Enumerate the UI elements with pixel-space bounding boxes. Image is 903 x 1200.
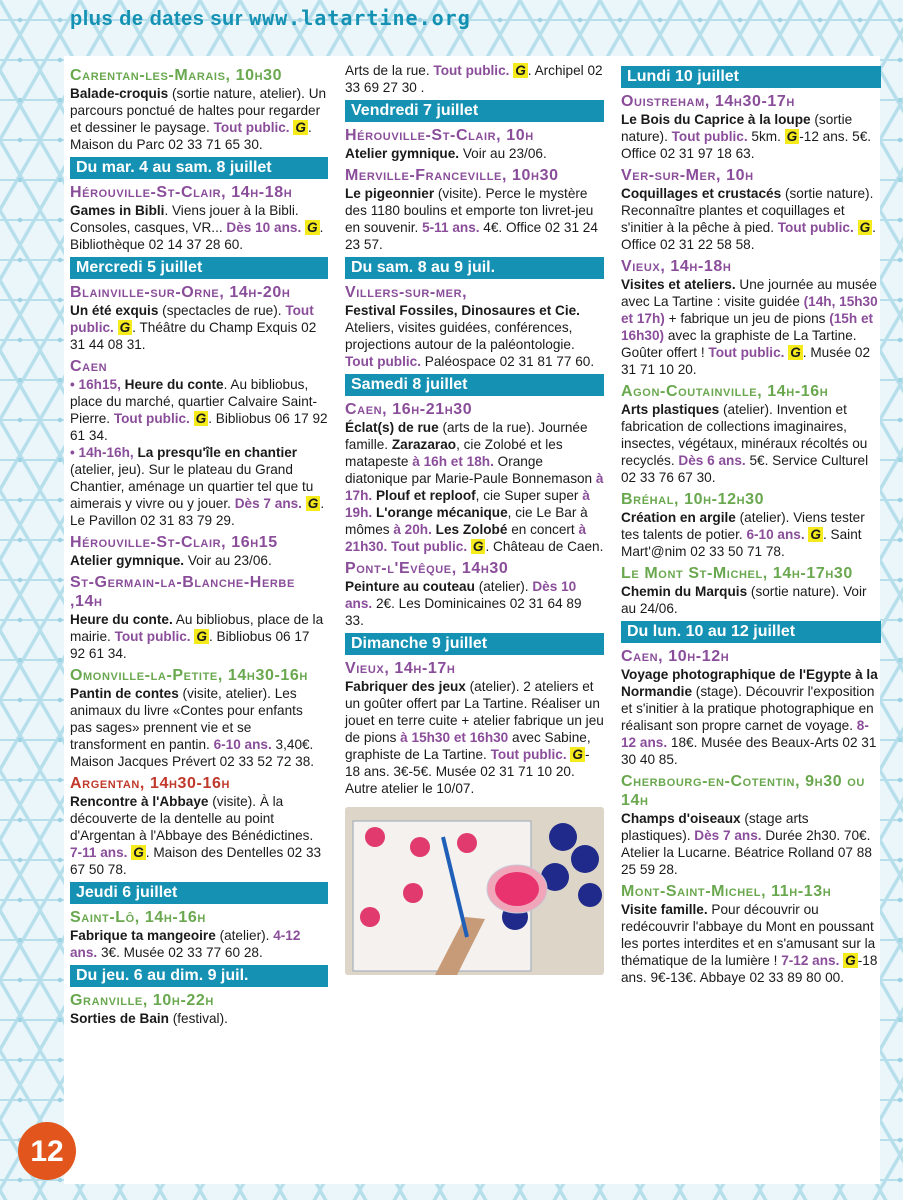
event-location: Hérouville-St-Clair, 16h15: [70, 534, 278, 551]
event-location: Caen, 16h-21h30: [345, 401, 473, 418]
event-location: Granville, 10h-22h: [70, 992, 214, 1009]
event-location: Ouistreham, 14h30-17h: [621, 93, 795, 110]
event-description: Visites et ateliers. Une journée au musée avec La Tartine : visite guidée (14h, 15h30 et 17h) + fabrique un jeu de pions (15h et 16h30) avec la graphiste de La Tartine. Goûter offert ! Tout public. G . Musée 02 31 71 10 20.: [621, 277, 878, 377]
event-description: Sorties de Bain (festival).: [70, 1011, 228, 1026]
event-description: Balade-croquis (sortie nature, atelier). Un parcours ponctué de haltes pour regarder et dessiner le paysage. Tout public. G . Maison du Parc 02 33 71 65 30.: [70, 86, 327, 152]
event-location: Saint-Lô, 14h-16h: [70, 909, 206, 926]
event-description: Visite famille. Pour découvrir ou redécouvrir l'abbaye du Mont en poussant les portes interdites et en s'amusant sur la thématique de la lumière ! 7-12 ans. G -18 ans. 9€-13€. Abbaye 02 33 89 80 00.: [621, 902, 878, 985]
event-description: Games in Bibli. Viens jouer à la Bibli. Consoles, casques, VR... Dès 10 ans. G . Bibliothèque 02 14 37 28 60.: [70, 203, 324, 252]
date-bar: Lundi 10 juillet: [621, 66, 881, 88]
column-2: [345, 62, 604, 975]
workshop-photo: [345, 807, 604, 975]
event-description: Le Bois du Caprice à la loupe (sortie nature). Tout public. 5km. G -12 ans. 5€. Office 02 31 97 18 63.: [621, 112, 872, 161]
date-bar: Mercredi 5 juillet: [70, 257, 328, 279]
event-location: Villers-sur-mer,: [345, 284, 468, 301]
event-location: Vieux, 14h-18h: [621, 258, 732, 275]
date-bar: Du lun. 10 au 12 juillet: [621, 621, 881, 643]
event-location: Caen, 10h-12h: [621, 648, 730, 665]
event-description: Éclat(s) de rue (arts de la rue). Journée famille. Zarazarao, cie Zolobé et les matapeste à 16h et 18h. Orange diatonique par Marie-Paule Bonnemason à 17h. Plouf et reploof, cie Super super à 19h. L'orange mécanique, cie Le Bar à mômes à 20h. Les Zolobé en concert à 21h30. Tout public. G . Château de Caen.: [345, 420, 604, 554]
event-description: Atelier gymnique. Voir au 23/06.: [70, 553, 272, 568]
date-bar: Dimanche 9 juillet: [345, 633, 604, 655]
page-header: [0, 0, 903, 56]
event-description: Un été exquis (spectacles de rue). Tout public. G . Théâtre du Champ Exquis 02 31 44 08 31.: [70, 303, 317, 352]
event-location: Ver-sur-Mer, 10h: [621, 167, 754, 184]
event-description: Coquillages et crustacés (sortie nature). Reconnaître plantes et coquillages et s'initier à la pêche à pied. Tout public. G . Office 02 31 22 58 58.: [621, 186, 876, 252]
event-location: Agon-Coutainville, 14h-16h: [621, 383, 829, 400]
column-1: [70, 62, 328, 1027]
event-description: Voyage photographique de l'Egypte à la Normandie (stage). Découvrir l'exposition et s'initier à la pratique photographique en réalisant son propre carnet de voyage. 8-12 ans. 18€. Musée des Beaux-Arts 02 31 30 40 85.: [621, 667, 878, 767]
event-description: Rencontre à l'Abbaye (visite). À la découverte de la dentelle au point d'Argentan à l'Abbaye des Bénédictines. 7-11 ans. G . Maison des Dentelles 02 33 67 50 78.: [70, 794, 322, 877]
event-description: Fabriquer des jeux (atelier). 2 ateliers et un goûter offert par La Tartine. Réaliser un jouet en terre cuite + atelier fabrique un jeu de pions à 15h30 et 16h30 avec Sabine, graphiste de La Tartine. Tout public. G -18 ans. 3€-5€. Musée 02 31 71 10 20. Autre atelier le 10/07.: [345, 679, 604, 796]
event-location: Blainville-sur-Orne, 14h-20h: [70, 284, 291, 301]
event-description: • 14h-16h, La presqu'île en chantier (atelier, jeu). Sur le plateau du Grand Chantier, aménage un quartier tel que tu aimerais y vivre ou y jouer. Dès 7 ans. G . Le Pavillon 02 31 83 79 29.: [70, 445, 325, 528]
event-location: Mont-Saint-Michel, 11h-13h: [621, 883, 832, 900]
event-description: Création en argile (atelier). Viens tester tes talents de potier. 6-10 ans. G . Saint Mart'@nim 02 33 50 71 78.: [621, 510, 865, 559]
header-prefix: plus de dates sur: [70, 8, 243, 30]
event-description: Festival Fossiles, Dinosaures et Cie. Ateliers, visites guidées, conférences, projections autour de la paléontologie. Tout public. Paléospace 02 31 81 77 60.: [345, 303, 595, 369]
event-description: Atelier gymnique. Voir au 23/06.: [345, 146, 547, 161]
date-bar: Jeudi 6 juillet: [70, 882, 328, 904]
date-bar: Samedi 8 juillet: [345, 374, 604, 396]
event-location: Carentan-les-Marais, 10h30: [70, 67, 283, 84]
event-location: Argentan, 14h30-16h: [70, 775, 231, 792]
event-description: Heure du conte. Au bibliobus, place de la mairie. Tout public. G . Bibliobus 06 17 92 61 34.: [70, 612, 324, 661]
event-location: Merville-Franceville, 10h30: [345, 167, 559, 184]
event-description: Le pigeonnier (visite). Perce le mystère des 1180 boulins et emporte ton livret-jeu en souvenir. 5-11 ans. 4€. Office 02 31 24 23 57.: [345, 186, 598, 252]
date-bar: Vendredi 7 juillet: [345, 100, 604, 122]
date-bar: Du sam. 8 au 9 juil.: [345, 257, 604, 279]
event-description: Arts de la rue. Tout public. G . Archipel 02 33 69 27 30 .: [345, 63, 603, 95]
event-location: Bréhal, 10h-12h30: [621, 491, 765, 508]
event-location: Hérouville-St-Clair, 10h: [345, 127, 534, 144]
event-description: • 16h15, Heure du conte. Au bibliobus, place du marché, quartier Calvaire Saint-Pierre. Tout public. G . Bibliobus 06 17 92 61 34.: [70, 377, 328, 443]
event-description: Peinture au couteau (atelier). Dès 10 ans. 2€. Les Dominicaines 02 31 64 89 33.: [345, 579, 582, 628]
event-location: Omonville-la-Petite, 14h30-16h: [70, 667, 308, 684]
event-location: Vieux, 14h-17h: [345, 660, 456, 677]
event-description: Chemin du Marquis (sortie nature). Voir au 24/06.: [621, 584, 867, 616]
event-description: Pantin de contes (visite, atelier). Les animaux du livre «Contes pour enfants pas sages» prennent vie et se transforment en pantin. 6-10 ans. 3,40€. Maison Jacques Prévert 02 33 52 72 38.: [70, 686, 315, 769]
event-location: Hérouville-St-Clair, 14h-18h: [70, 184, 293, 201]
painting-illustration: [345, 807, 604, 975]
event-description: Arts plastiques (atelier). Invention et fabrication de collections imaginaires, insectes, végétaux, minéraux récoltés ou recyclés. Dès 6 ans. 5€. Service Culturel 02 33 76 67 30.: [621, 402, 869, 485]
date-bar: Du jeu. 6 au dim. 9 juil.: [70, 965, 328, 987]
column-3: [621, 62, 881, 986]
site-banner: [70, 6, 471, 30]
event-location: Pont-l'Evêque, 14h30: [345, 560, 509, 577]
event-location: Cherbourg-en-Cotentin, 9h30 ou 14h: [621, 773, 865, 809]
event-location: Caen: [70, 358, 108, 375]
page-number: 12: [18, 1122, 76, 1180]
event-description: Fabrique ta mangeoire (atelier). 4-12 ans. 3€. Musée 02 33 77 60 28.: [70, 928, 301, 960]
event-location: St-Germain-la-Blanche-Herbe ,14h: [70, 574, 295, 610]
date-bar: Du mar. 4 au sam. 8 juillet: [70, 157, 328, 179]
event-description: Champs d'oiseaux (stage arts plastiques). Dès 7 ans. Durée 2h30. 70€. Atelier la Lucarne. Béatrice Rolland 07 88 25 59 28.: [621, 811, 872, 877]
event-location: Le Mont St-Michel, 14h-17h30: [621, 565, 853, 582]
site-url[interactable]: www.latartine.org: [249, 6, 471, 30]
